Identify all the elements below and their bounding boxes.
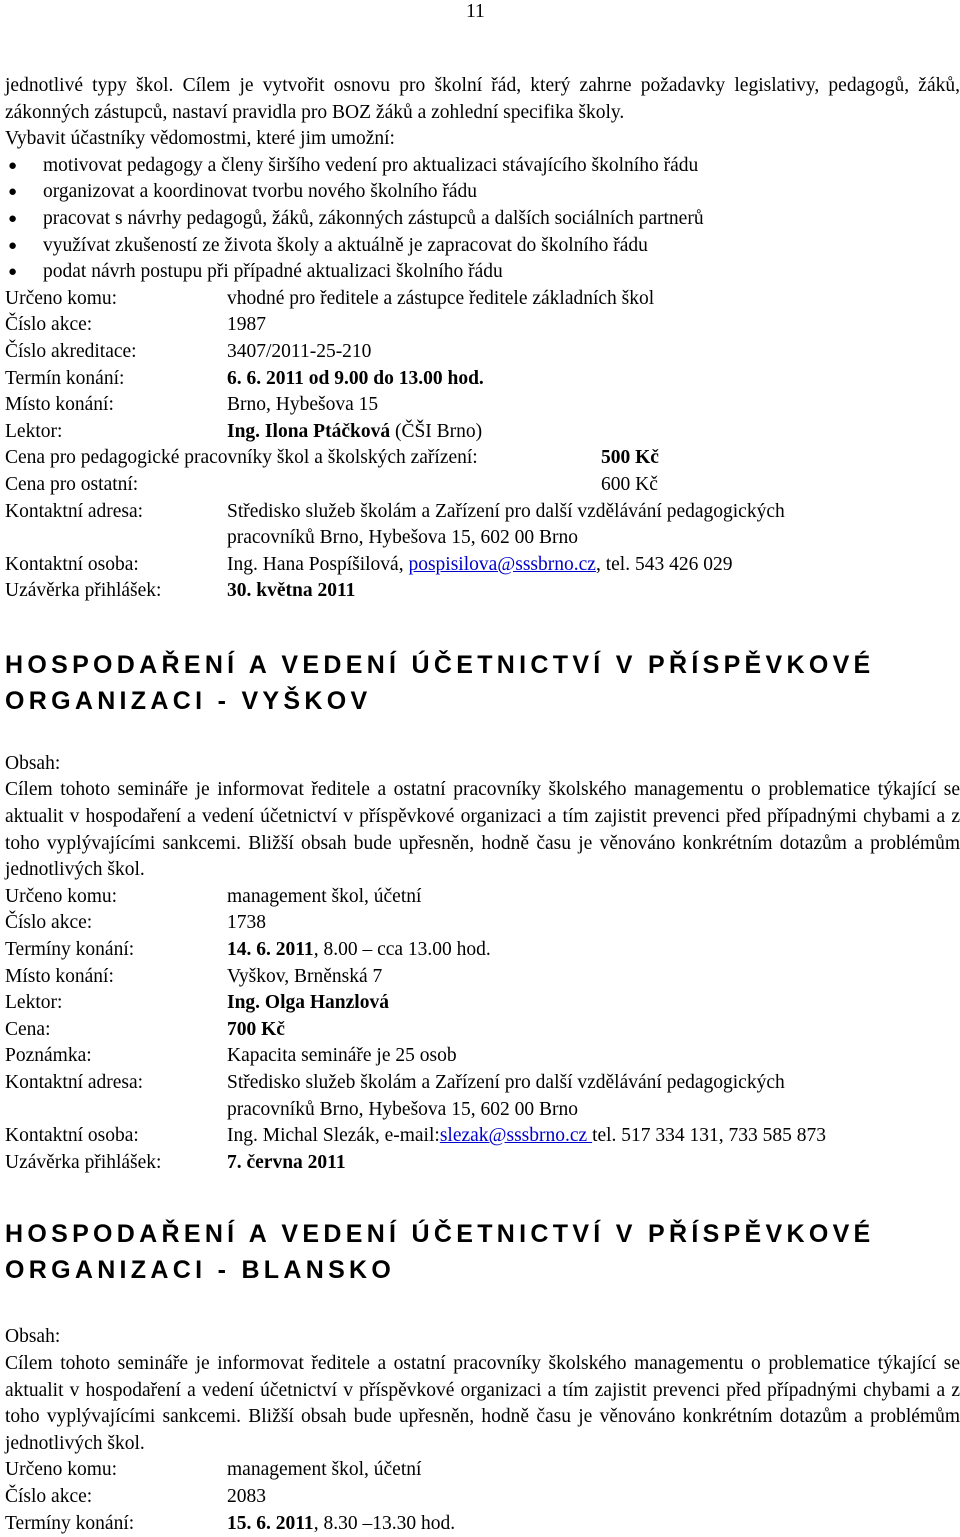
email-link[interactable]: slezak@sssbrno.cz (439, 1125, 593, 1147)
obsah-label: Obsah: (5, 752, 61, 774)
info-value: management škol, účetní (227, 885, 422, 907)
info-row-poznamka (5, 1043, 960, 1070)
info-label: Termín konání: (5, 367, 125, 389)
info-value: Ing. Olga Hanzlová (227, 992, 389, 1014)
info-label: Číslo akce: (5, 1485, 93, 1507)
info-row-cislo-akce (5, 1484, 960, 1511)
section-heading: HOSPODAŘENÍ A VEDENÍ ÚČETNICTVÍ V PŘÍSPĚVKOVÉ ORGANIZACI - VYŠKOV (5, 650, 875, 715)
bullet-icon: ● (8, 237, 18, 254)
info-label: Kontaktní adresa: (5, 500, 144, 522)
intro-paragraph: jednotlivé typy škol. Cílem je vytvořit osnovu pro školní řád, který zahrne požadavky legislativy, pedagogů, žáků, zákonných zástupců, nastaví pravidla pro BOZ žáků a zohlední specifika školy. (5, 75, 960, 123)
info-value (227, 366, 960, 393)
info-row-cena (5, 1017, 960, 1044)
info-label: Určeno komu: (5, 287, 118, 309)
info-value-continuation: pracovníků Brno, Hybešova 15, 602 00 Brno (227, 527, 578, 549)
info-label: Cena: (5, 1018, 51, 1040)
info-value: 1738 (227, 912, 266, 934)
info-label: Místo konání: (5, 394, 114, 416)
info-row-uzaverka (5, 578, 960, 605)
info-value: Ing. Hana Pospíšilová, pospisilova@sssbrno.cz, tel. 543 426 029 (227, 553, 733, 575)
info-label: Místo konání: (5, 965, 114, 987)
info-value: 3407/2011-25-210 (227, 340, 372, 362)
info-label: Termíny konání: (5, 1512, 135, 1534)
section-heading: HOSPODAŘENÍ A VEDENÍ ÚČETNICTVÍ V PŘÍSPĚVKOVÉ ORGANIZACI - BLANSKO (5, 1220, 875, 1285)
bullet-icon: ● (8, 264, 18, 281)
email-link[interactable]: pospisilova@sssbrno.cz (408, 553, 596, 575)
info-row-termin (5, 366, 960, 393)
info-label: Poznámka: (5, 1045, 92, 1067)
info-label: Kontaktní adresa: (5, 1072, 144, 1093)
info-value: 14. 6. 2011, 8.00 – cca 13.00 hod. (227, 939, 491, 961)
info-label: Kontaktní osoba: (5, 553, 139, 575)
info-value: 30. května 2011 (227, 580, 356, 602)
info-value: 15. 6. 2011, 8.30 –13.30 hod. (227, 1512, 456, 1534)
info-row-urceno (5, 286, 960, 313)
lektor-name: Ing. Ilona Ptáčková (227, 420, 391, 442)
info-row-cislo-akce (5, 312, 960, 339)
info-value: 500 Kč (601, 447, 659, 469)
bullet-item: ● podat návrh postupu při případné aktualizaci školního řádu (5, 259, 960, 286)
bullet-icon: ● (8, 157, 18, 174)
info-label: Lektor: (5, 420, 63, 442)
bullet-item: ● pracovat s návrhy pedagogů, žáků, zákonných zástupců a dalších sociálních partnerů (5, 206, 960, 233)
info-row-lektor (5, 990, 960, 1017)
info-label: Určeno komu: (5, 885, 118, 907)
info-row-cena-ped (5, 445, 960, 472)
obsah-label: Obsah: (5, 1326, 61, 1348)
info-value (227, 419, 960, 446)
info-value: Středisko služeb školám a Zařízení pro další vzdělávání pedagogických (227, 500, 785, 522)
info-value: 7. června 2011 (227, 1151, 346, 1173)
info-row-urceno (5, 884, 960, 911)
bullet-item: ● motivovat pedagogy a členy širšího vedení pro aktualizaci stávajícího školního řádu (5, 153, 960, 180)
document-body (5, 73, 960, 1537)
lektor-org: (ČŠI Brno) (390, 420, 483, 442)
info-value: Ing. Michal Slezák, e-mail:slezak@sssbrno.cz tel. 517 334 131, 733 585 873 (227, 1125, 827, 1147)
info-row-osoba (5, 1123, 960, 1150)
info-label: Cena pro pedagogické pracovníky škol a školských zařízení: (5, 447, 478, 469)
info-label: Kontaktní osoba: (5, 1125, 139, 1147)
info-row-terminy (5, 1511, 960, 1537)
info-label: Uzávěrka přihlášek: (5, 580, 162, 602)
info-row-misto (5, 392, 960, 419)
termin-date: 6. 6. 2011 od 9.00 do 13.00 hod. (227, 367, 484, 389)
info-row-lektor (5, 419, 960, 446)
info-value: vhodné pro ředitele a zástupce ředitele základních škol (227, 287, 655, 309)
info-row-adresa (5, 499, 960, 526)
intro-lead: Vybavit účastníky vědomostmi, které jim umožní: (5, 128, 395, 150)
info-row-cena-ost (5, 472, 960, 499)
info-label: Uzávěrka přihlášek: (5, 1151, 162, 1173)
info-value: 700 Kč (227, 1018, 285, 1040)
info-row-cislo-akce (5, 910, 960, 937)
bullet-icon: ● (8, 184, 18, 201)
info-value: 2083 (227, 1485, 266, 1507)
info-value: Kapacita semináře je 25 osob (227, 1045, 457, 1067)
info-label: Cena pro ostatní: (5, 473, 139, 495)
info-value: Brno, Hybešova 15 (227, 394, 379, 416)
info-value: Středisko služeb školám a Zařízení pro další vzdělávání pedagogických (227, 1072, 785, 1093)
info-label: Termíny konání: (5, 939, 135, 961)
page-number: 11 (466, 1, 485, 22)
info-value-continuation: pracovníků Brno, Hybešova 15, 602 00 Brno (227, 1098, 578, 1120)
info-label: Číslo akce: (5, 314, 93, 336)
obsah-text: Cílem tohoto semináře je informovat ředitele a ostatní pracovníky školského managementu o problematice týkající se aktualit v hospodaření a vedení účetnictví v příspěvkové organizaci a tím zajistit prevenci před případnými chybami a z toho vyplývajícími sankcemi. Bližší obsah bude upřesněn, hodně času je věnováno konkrétním dotazům a problémům jednotlivých škol. (5, 1352, 960, 1454)
bullet-item: ● organizovat a koordinovat tvorbu nového školního řádu (5, 179, 960, 206)
info-value: 1987 (227, 314, 266, 336)
info-row-adresa (5, 1070, 960, 1097)
obsah-text: Cílem tohoto semináře je informovat ředitele a ostatní pracovníky školského managementu o problematice týkající se aktualit v hospodaření a vedení účetnictví v příspěvkové organizaci a tím zajistit prevenci před případnými chybami a z toho vyplývajícími sankcemi. Bližší obsah bude upřesněn, hodně času je věnováno konkrétním dotazům a problémům jednotlivých škol. (5, 779, 960, 881)
info-row-akreditace (5, 339, 960, 366)
info-value: 600 Kč (601, 473, 658, 495)
info-row-misto (5, 964, 960, 991)
info-row-urceno (5, 1457, 960, 1484)
bullet-icon: ● (8, 210, 18, 227)
info-label: Číslo akce: (5, 912, 93, 934)
info-label: Určeno komu: (5, 1459, 118, 1481)
info-value: Vyškov, Brněnská 7 (227, 965, 383, 987)
info-row-uzaverka (5, 1150, 960, 1177)
info-row-terminy (5, 937, 960, 964)
info-label: Číslo akreditace: (5, 340, 137, 362)
info-label: Lektor: (5, 992, 63, 1014)
info-value: management škol, účetní (227, 1459, 422, 1481)
bullet-item: ● využívat zkušeností ze života školy a aktuálně je zapracovat do školního řádu (5, 233, 960, 260)
info-row-osoba (5, 552, 960, 579)
